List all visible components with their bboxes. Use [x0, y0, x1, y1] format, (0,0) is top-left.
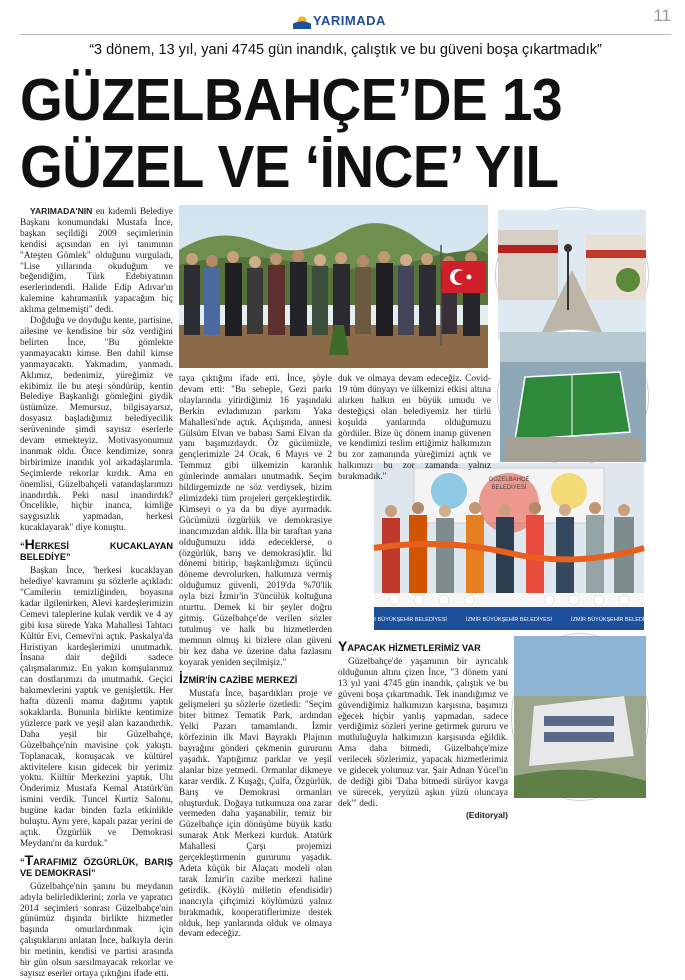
football-field-photo — [498, 330, 648, 464]
paragraph: Güzelbahçe'nin şanını bu meydanın adıyla belirlediklerini; zorla ve yapratıcı 2014 seçimleri sonrası Güzelbahçe'nin günümüz dışında birlikte hizmetler başında omurlardınmak için çalıştıklarını anlatan İnce, halkıyla derin bir metinin, kendisi ve partisi arasında bir gün olsun sarsılmayacak rekorlar ve sayısız eserler ortaya çıktığını ifade etti. — [20, 881, 173, 979]
paragraph: taya çıktığını ifade etti. İnce, şöyle devam etti: "Bu sebeple, Gezi parkı olaylarında yitirdiğimiz 16 yaşındaki Berkin evladımızın parkını Yaka Mahallesi'nde açtık. Açılışında, annesi Gülsüm Elvan ve babası Sami Elvan da yanı başımızdaydı. Öz gücümüzle, gençlerimizle 24 Ocak, 6 Mayıs ve 2 Temmuz gibi ülkemizin karanlık günlerinde anmaları unutmadık. Seçim bildirgemizde ne söz verdiysek, bizim elimizdeki tüm projeleri gerçekleştirdik. Kimseyi o ya da bu diye ayırmadık. Gücümüzü özgürlük ve demokrasiye inancımızdan aldık. İlla bir taraftan yana olduğumuzu idda edeceklerse, o (özgürlük, barış ve demokrasi)dir. İki dönemi bitirip, başkanlığımızı üçüncü döneme devrolurken, halkımıza vermiş olduğumuz güvenli, 2019'da %70'lik oyla bizi İzmir'in 3'üncülük koltuğuna oturttu. Demek ki bir şeyler doğru gitmiş. Güzelbahçe'de verilen sözler tutulmuş ve halk bu hizmetlerden memnun olmuş ki bizlere olan güveni bir kez daha ve üzerine daha fazlasını koyarak yeniden seçilmişiz." — [179, 374, 332, 668]
logo-text: YARIMADA — [313, 12, 386, 28]
subheading-izmirin-cazibe: İZMİR'İN CAZİBE MERKEZİ — [179, 670, 298, 687]
lead-paragraph — [20, 206, 173, 316]
stage-sign-text-2: BELEDİYESİ — [491, 485, 527, 491]
editorial-signature: (Editoryal) — [465, 809, 508, 820]
paragraph: duk ve olmaya devam edeceğiz. Covid-19 tüm dünyayı ve ülkemizi etkisi altına alırken halkın en büyük umudu ve desteğiçsi olan belediyemiz her türlü koşulda yanlarında olduğumuzu gördüler. Bize üç dönem inanıp güvenen ve kendimizi teslim ettiğimiz halkımızın bu zor zamanında yüreğimizi açtık ve halkımızı bu zor zamanda yalnız bırakmadık." — [338, 374, 491, 483]
header-divider — [20, 34, 671, 35]
street-photo — [496, 208, 648, 342]
ribbon-cutting-photo — [361, 463, 657, 630]
masthead-logo — [293, 7, 393, 33]
lead-bold: YARIMADA'NIN — [30, 206, 93, 216]
headline-line-1: GÜZELBAHÇE’DE 13 — [20, 66, 563, 133]
paragraph: Doğduğu ve doyduğu kente, partisine, ailesine ve kendisine bir söz verdiğini belirten İnce, "Bu gömlekte yanmayacaktı kimse. Ben dahil kimse yanmayacaktı. Yakmadım, yanmadı. Aklımız, bedenimiz, yüreğimiz ve ekibimiz ile bu ateşi söndürüp, kentin Belediye Başkanlığı gömleğini giydik üstümüze. Memursuz, bilgisayarsız, dosyasız başladığımız belediyecilik serüveninde şimdi sayısız eserlerle devam etmekteyiz. Motivasyonumuz inanmak oldu. Önce kendimize, sonra birbirimize inandık yol arkadaşlarımla. Seçimlerde rekorlar kırdık. Ama en önemlisi, Güzelbahçeli vatandaşlarımızı inandırdık. Peki nasıl inandırdık? Öncelikle, hiçbir inanca, kimliğe saygısızlık yapmadan, herkesi kucaklayarak" diye konuştu. — [20, 316, 173, 534]
article-column-2 — [179, 374, 332, 940]
pull-quote: “3 dönem, 13 yıl, yani 4745 gün inandık, çalıştık ve bu güveni boşa çıkartmadık” — [89, 42, 602, 58]
subheading-yapacak-hizmetler: YAPACAK HİZMETLERİMİZ VAR — [338, 638, 481, 654]
paragraph: Mustafa İnce, başardıkları proje ve gelişmeleri şu sözlerle özetledi: "Seçim biter bitmez Tematik Park, ardından Yelki Pazarı tamamlandı. İzmir körfezinin ilk Mavi Bayraklı Plajının bayrağını gönderi çekmenin gururunu yaşadık. Yaptığımız parklar ve yeşil alanlar bize yetmedi. Ormanlar dikmeye karar verdik. Z Kuşağı, Çulfa, Özgürlük, Barış ve Demokrasi ormanları oluşturduk. Doğaya tutkumuza ona zarar vermeden daha yaşanabilir, temiz bir Güzelbahçe için dönüşüme büyük katkı sunarak Atık Merkezi kurduk. Atatürk Mahallesi Çarşı projemizi gerçekleştirmenin gururunu yaşadık. Adeta küçük bir Alaçatı modeli olan tarak İzmir'in cazibe merkezi haline getirdik. (Köylü milletin efendisidir) inancıyla çiftçimizi köylümüzü yalnız bırakmadık, kooperatiflerimize destek olduk, hep yanlarında olduk ve olmaya devam edeceğiz. — [179, 689, 332, 940]
article-column-4 — [338, 636, 508, 820]
paragraph: Başkan İnce, 'herkesi kucaklayan belediye' kavramını şu sözlerle açıkladı: "Camilerin temizliğinden, boyasına kadar ilgilenirken, Alevi kardeşlerimizin Cemevi taleplerine kulak verdik ve 4 ay gibi kısa sürede Yaka Mahallesi Tahtacı Kültür Evi, Cemevi'ni açtık. Paskalya'da Hıristiyan kardeşlerimizi unutmadık. İnsana dair değildi sadece çalışmalarımız. En yakın komşularımız can dostlarımızı da unutmadık. Geçici bakımevlerini yaptık ve genişlettik. Her hafta düzenli mama dağıtımı yaptık sokaklarda. Bununla birlikte kentimize yüzlerce park ve yeşil alan kazandırdık. Daha yeşil bir Güzelbahçe, Güzelbahçe'nin mavisine çok yakıştı. Toplanacak, konuşacak ve kültürel aktivitelere kısın gidecek bir yerimiz yoktu. Kültür Merkezini yaptık, Ulu Önderimiz Mustafa Kemal Atatürk'ün ismini verdik. Tuncel Kurtiz Salonu, bugüne kadar binden fazla etkinlikle buluştu. Aynı yere, kapalı pazar yerini de açtık. Özgürlük ve Demokrasi Meydanı'nı da kurduk." — [20, 566, 173, 849]
headline-line-2: GÜZEL VE ‘İNCE’ YIL — [20, 132, 559, 200]
article-column-1 — [20, 206, 173, 979]
stage-sign-text-1: GÜZELBAHÇE — [488, 477, 530, 483]
article-column-3 — [338, 374, 491, 483]
lead-text: en kıdemli Belediye Başkanı konumundaki Mustafa İnce, başkan seçildiği 2009 seçimlerinin kendisi açısından en iyi tanımının "Ateşten Gömlek" olduğunu vurguladı, "Lise yıllarında okuduğum ve beğendiğim, Türk Edebiyatının eserlerindendi. Halide Edip Adıvar'ın kalemine kahramanlık yapacağım hiç aklıma gelmemişti" dedi. — [20, 207, 173, 316]
headline — [20, 66, 675, 200]
banner-text-right: İZMİR BÜYÜKŞEHİR BELEDİYESİ — [571, 617, 657, 623]
banner-text-center: İZMİR BÜYÜKŞEHİR BELEDİYESİ — [466, 617, 552, 623]
paragraph: Güzelbahçe'de yaşamının bir ayrıcalık olduğunun altını çizen İnce, "3 dönem yani 13 yıl yani 4745 gün inandık, çalıştık ve bu güveni boşa çıkartmadık. Tek inandığımız ve güvendiğimiz halkımızın karşısına, başımızı eğecek hiçbir yanlış yapmadan, sadece verdiğimiz sözleri yerine getirmek gururu ve mutluluğuyla halkımızın karşısında eğildik. Ama daha bitmedi, Güzelbahçe'mize verilecek sözlerimiz, yapacak hizmetlerimiz ve gidecek yolumuz var. Şair Adnan Yücel'in de dediği gibi 'Daha bitmedi sürüyor kavga ve sürecek, yeryüzü aşkın yüzü oluncaya dek'" dedi. — [338, 657, 508, 809]
subheading-herkesi-kucaklayan: “HERKESİ KUCAKLAYAN BELEDİYE” — [20, 536, 173, 563]
ceremony-group-photo — [179, 205, 488, 368]
subheading-tarafimiz: “TARAFIMIZ ÖZGÜRLÜK, BARIŞ VE DEMOKRASİ” — [20, 851, 173, 878]
sun-logo-icon — [293, 11, 311, 29]
page-number: 11 — [653, 6, 671, 25]
banner-text-left: İZMİR BÜYÜKŞEHİR BELEDİYESİ — [361, 617, 447, 623]
aerial-building-photo — [512, 634, 648, 800]
